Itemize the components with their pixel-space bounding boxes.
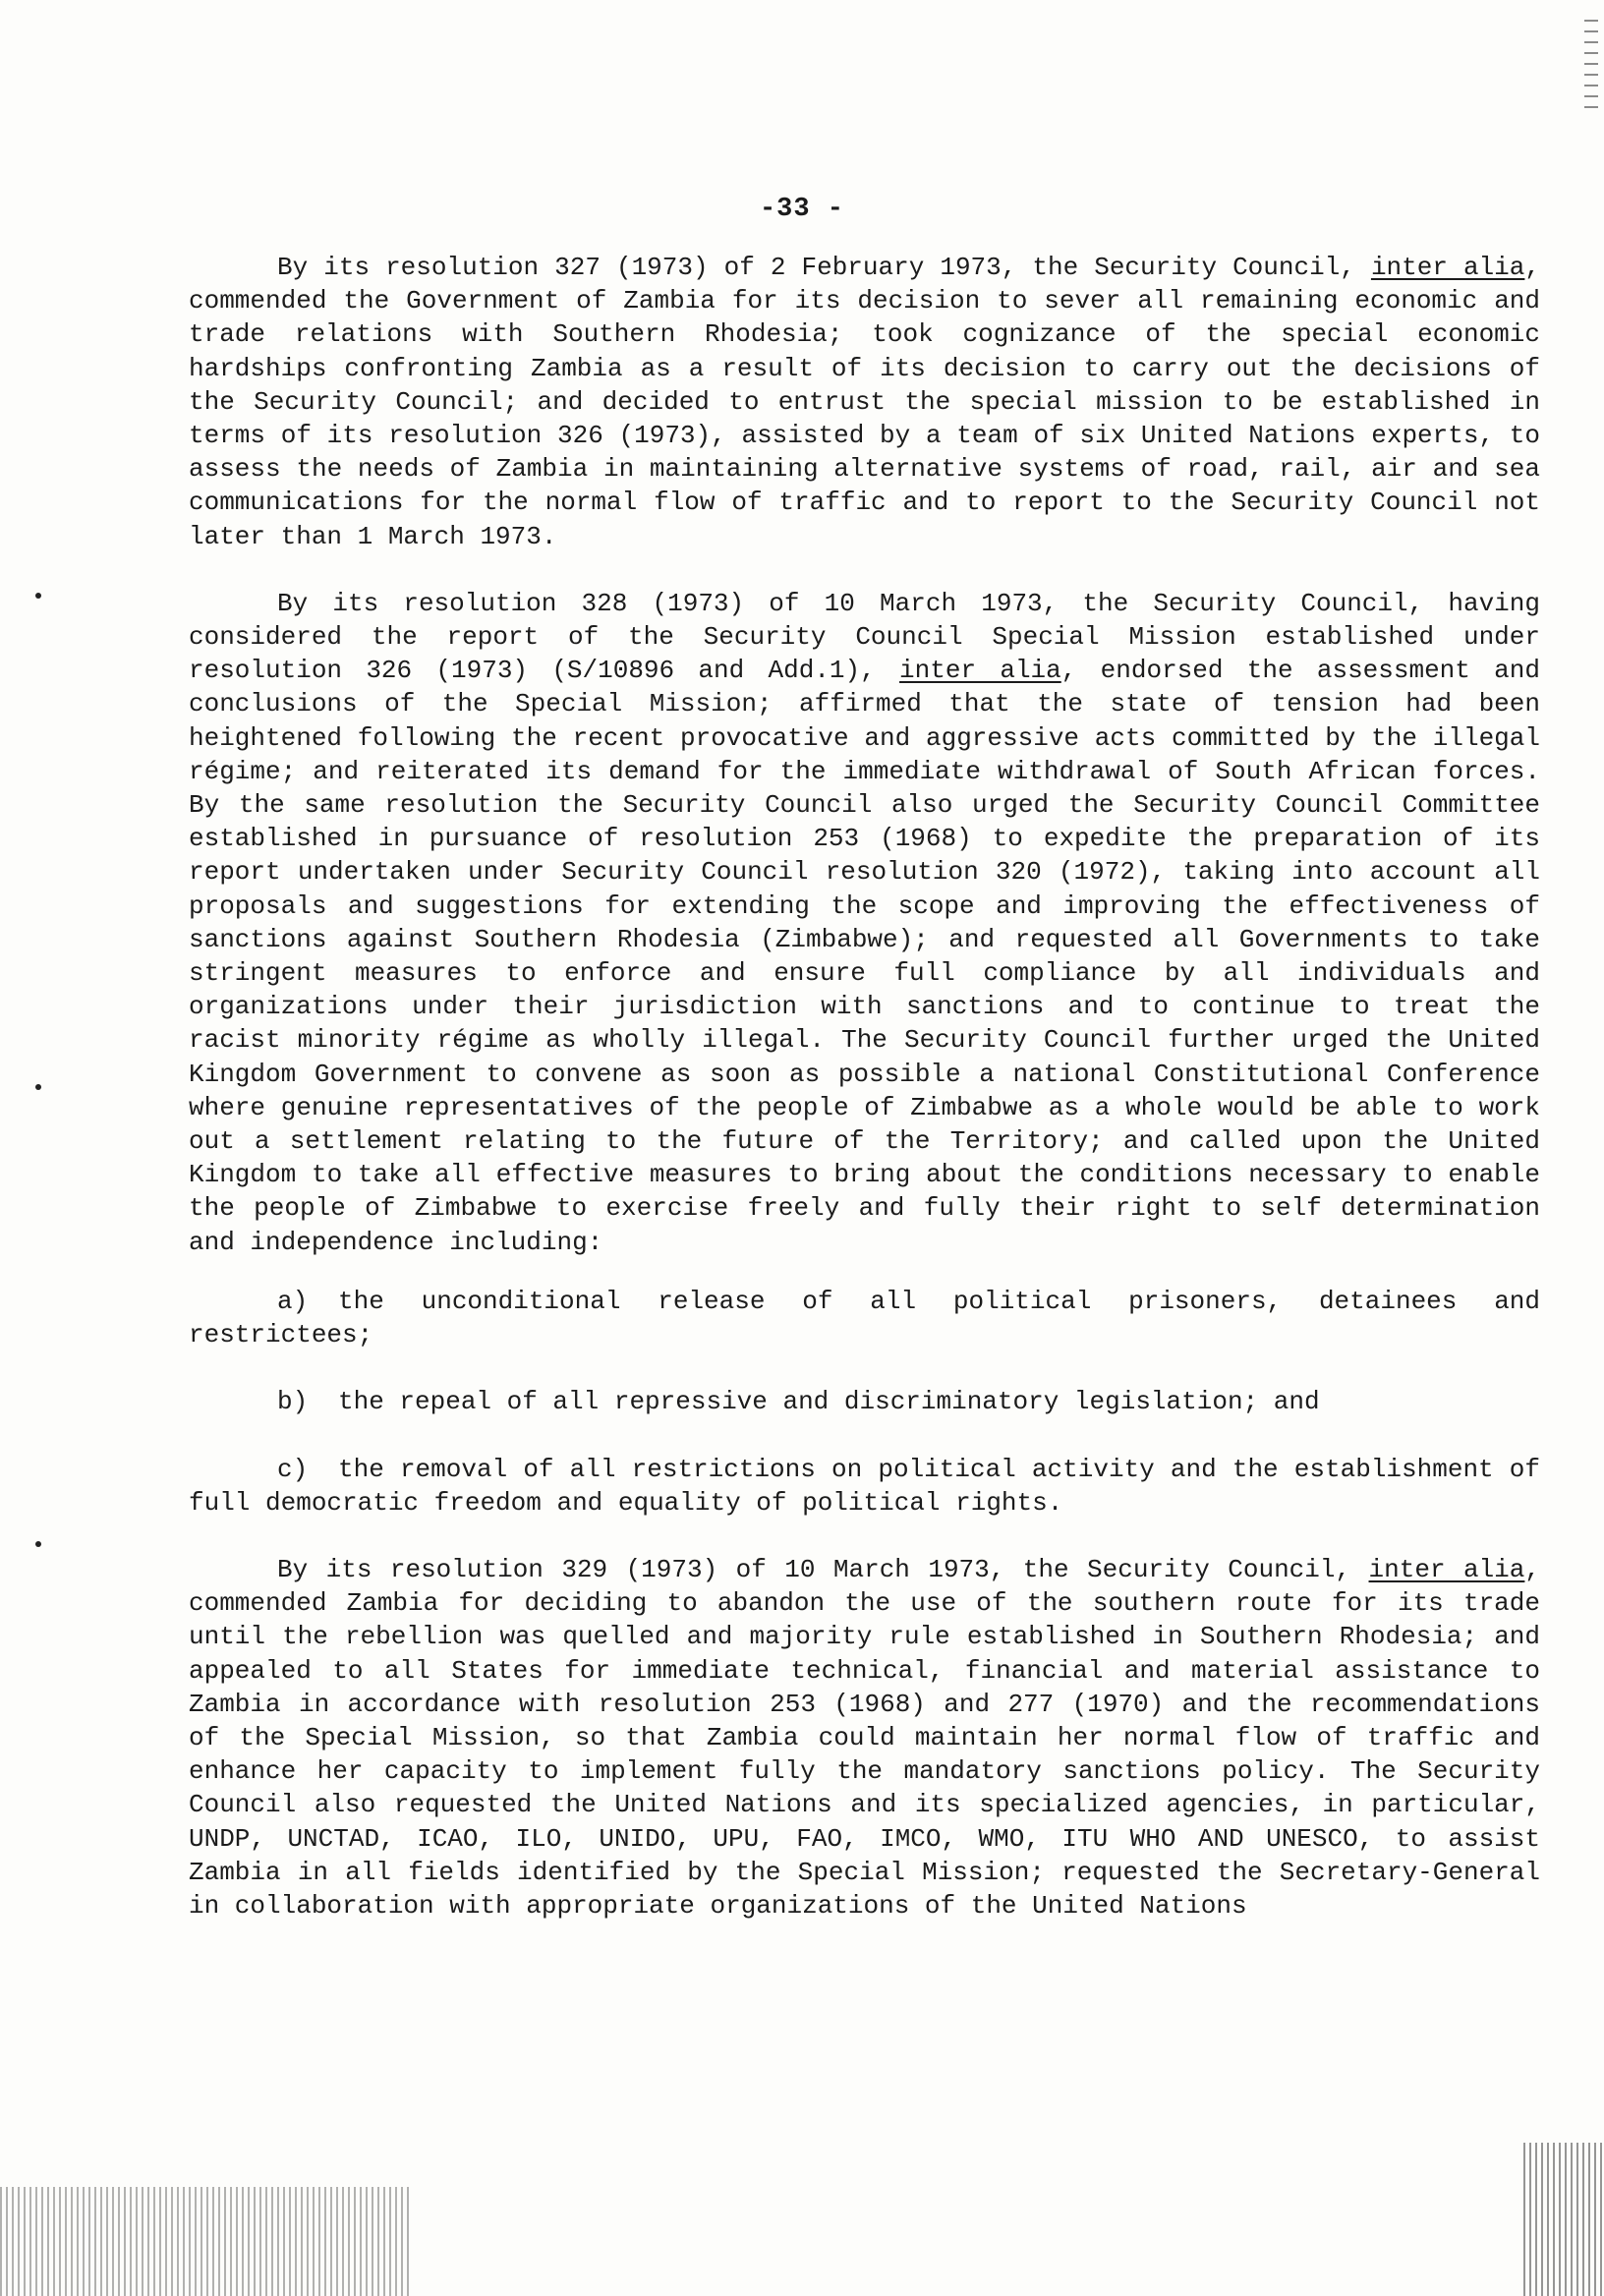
paragraph-resolution-328: [189, 587, 1540, 1259]
page-number: -33 -: [759, 195, 844, 224]
list-item-text: the unconditional release of all political prisoners, detainees and restrictees;: [189, 1286, 1540, 1350]
latin-phrase: inter alia: [1370, 253, 1525, 282]
paragraph-resolution-327: [189, 251, 1540, 553]
paragraph-text-rest: , endorsed the assessment and conclusions of the Special Mission; affirmed that the state of tension had been heightened following the recent provocative and aggressive acts committed by the illegal régime; and reiterated its demand for the immediate withdrawal of South African forces. By the same resolution the Security Council also urged the Security Council Committee established in pursuance of resolution 253 (1968) to expedite the preparation of its report undertaken under Security Council resolution 320 (1972), taking into account all proposals and suggestions for extending the scope and improving the effectiveness of sanctions against Southern Rhodesia (Zimbabwe); and requested all Governments to take stringent measures to enforce and ensure full compliance by all individuals and organizations under their jurisdiction with sanctions and to continue to treat the racist minority régime as wholly illegal. The Security Council further urged the United Kingdom Government to convene as soon as possible a national Constitutional Conference where genuine representatives of the people of Zimbabwe as a whole would be able to work out a settlement relating to the future of the Territory; and called upon the United Kingdom to take all effective measures to bring about the conditions necessary to enable the people of Zimbabwe to exercise freely and fully their right to self determination and independence including:: [189, 656, 1540, 1257]
list-marker: b): [277, 1387, 309, 1417]
paragraph-text-rest: , commended the Government of Zambia for its decision to sever all remaining economic and trade relations with Southern Rhodesia; took cognizance of the special economic hardships confronting Zambia as a result of its decision to carry out the decisions of the Security Council; and decided to entrust the special mission to be established in terms of its resolution 326 (1973), assisted by a team of six United Nations experts, to assess the needs of Zambia in maintaining alternative systems of road, rail, air and sea communications for the normal flow of traffic and to report to the Security Council not later than 1 March 1973.: [189, 253, 1541, 551]
paragraph-text-start: By its resolution 327 (1973) of 2 February 1973, the Security Council,: [277, 253, 1371, 282]
scan-noise-bottom-left: [0, 2187, 413, 2296]
list-item-a: [189, 1285, 1540, 1351]
scan-edge-marks: [1584, 20, 1598, 108]
paragraph-text-start: By its resolution 329 (1973) of 10 March 1973, the Security Council,: [277, 1554, 1369, 1584]
scan-speck: [35, 1541, 41, 1547]
latin-phrase: inter alia: [899, 656, 1061, 686]
list-marker: a): [277, 1286, 309, 1316]
scan-speck: [35, 1084, 41, 1090]
scan-noise-bottom-right: [1523, 2143, 1604, 2296]
latin-phrase: inter alia: [1368, 1554, 1525, 1584]
list-item-b: [189, 1385, 1540, 1418]
paragraph-resolution-329: [189, 1553, 1540, 1923]
paragraph-text-start: By its resolution 328 (1973) of 10 March 1973, the Security Council, having considered the report of the Security Council Special Mission established under resolution 326 (1973) (S/10896 and Add.1),: [189, 588, 1540, 686]
list-marker: c): [277, 1454, 309, 1484]
scan-speck: [35, 593, 41, 599]
list-item-text: the removal of all restrictions on political activity and the establishment of full democratic freedom and equality of political rights.: [189, 1454, 1540, 1518]
paragraph-text-rest: , commended Zambia for deciding to abandon the use of the southern route for its trade until the rebellion was quelled and majority rule established in Southern Rhodesia; and appealed to all States for immediate technical, financial and material assistance to Zambia in accordance with resolution 253 (1968) and 277 (1970) and the recommendations of the Special Mission, so that Zambia could maintain her normal flow of traffic and enhance her capacity to implement fully the mandatory sanctions policy. The Security Council also requested the United Nations and its specialized agencies, in particular, UNDP, UNCTAD, ICAO, ILO, UNIDO, UPU, FAO, IMCO, WMO, ITU WHO AND UNESCO, to assist Zambia in all fields identified by the Special Mission; requested the Secretary-General in collaboration with appropriate organizations of the United Nations: [189, 1554, 1540, 1921]
list-item-text: the repeal of all repressive and discriminatory legislation; and: [338, 1387, 1320, 1417]
document-body: [189, 251, 1540, 1956]
list-item-c: [189, 1453, 1540, 1520]
